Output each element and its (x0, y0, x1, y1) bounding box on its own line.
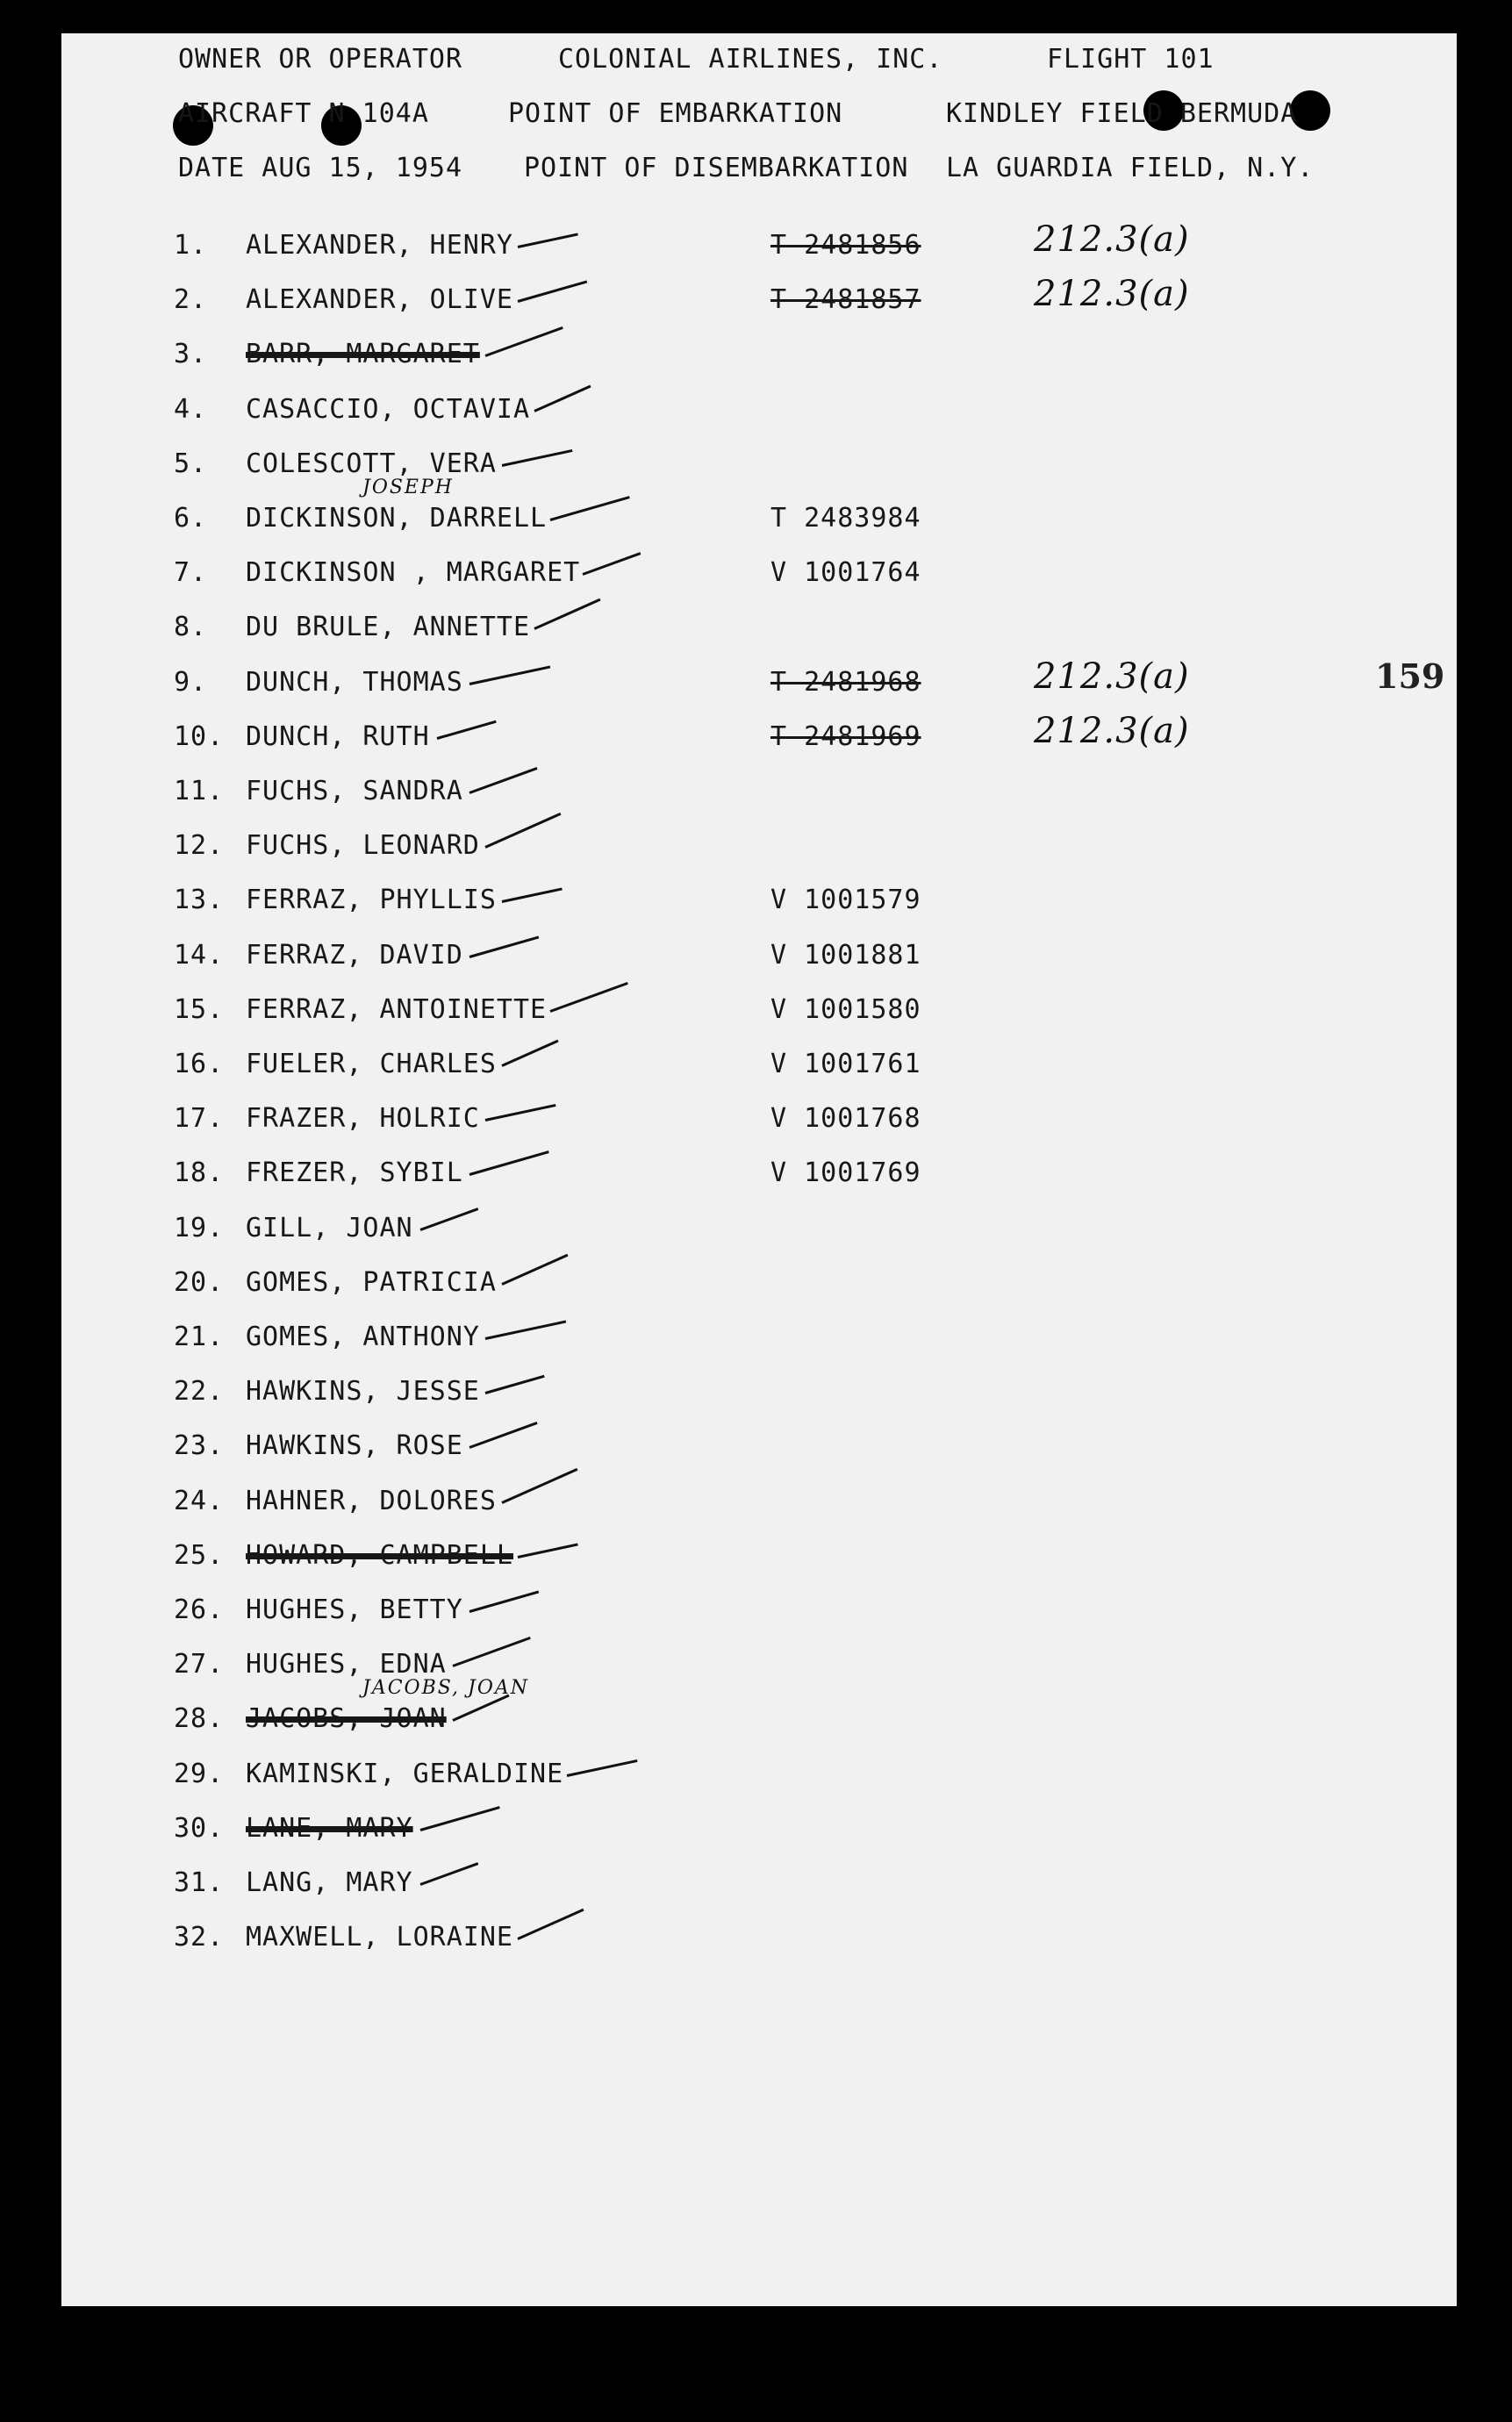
passenger-name: FERRAZ, PHYLLIS (246, 885, 497, 916)
passenger-name: GOMES, PATRICIA (246, 1266, 497, 1298)
row-number: 14. (174, 939, 225, 971)
row-number: 26. (174, 1594, 225, 1625)
visa-number: V 1001764 (770, 557, 921, 589)
check-mark (469, 1590, 539, 1612)
page-number: 159 (1375, 656, 1445, 696)
visa-number: T 2481857 (770, 284, 921, 316)
disembarkation-place: LA GUARDIA FIELD, N.Y. (946, 153, 1315, 183)
passenger-name: GILL, JOAN (246, 1212, 413, 1243)
visa-number: V 1001579 (770, 885, 921, 916)
row-number: 15. (174, 993, 225, 1025)
check-mark (501, 449, 572, 467)
row-number: 4. (174, 393, 208, 425)
check-mark (469, 935, 539, 957)
check-mark (485, 1104, 556, 1121)
passenger-name: FREZER, SYBIL (246, 1157, 463, 1189)
row-number: 11. (174, 776, 225, 806)
check-mark (501, 1467, 577, 1503)
visa-number: V 1001881 (770, 939, 921, 971)
manifest-sheet (61, 33, 1457, 2306)
row-number: 19. (174, 1212, 225, 1243)
check-mark (534, 598, 600, 630)
handwritten-correction: JACOBS, JOAN (362, 1677, 530, 1700)
visa-number: T 2481856 (770, 230, 921, 261)
passenger-name: DUNCH, THOMAS (246, 666, 463, 698)
row-number: 5. (174, 448, 208, 479)
passenger-name: CASACCIO, OCTAVIA (246, 393, 531, 425)
check-mark (501, 1254, 568, 1286)
row-number: 9. (174, 666, 208, 698)
passenger-name: HUGHES, EDNA (246, 1649, 447, 1680)
row-number: 18. (174, 1157, 225, 1189)
row-number: 7. (174, 557, 208, 589)
passenger-name: FUCHS, LEONARD (246, 830, 480, 862)
visa-number: T 2483984 (770, 503, 921, 534)
airline-name: COLONIAL AIRLINES, INC. (558, 44, 943, 75)
row-number: 31. (174, 1867, 225, 1898)
check-mark (501, 1040, 558, 1067)
check-mark (501, 888, 562, 903)
passenger-name: FERRAZ, ANTOINETTE (246, 993, 548, 1025)
passenger-name: HAWKINS, ROSE (246, 1430, 463, 1462)
row-number: 32. (174, 1922, 225, 1953)
row-number: 30. (174, 1812, 225, 1844)
check-mark (420, 1806, 500, 1831)
passenger-name: FRAZER, HOLRIC (246, 1103, 480, 1135)
check-mark (469, 767, 537, 794)
check-mark (436, 720, 496, 740)
row-number: 2. (174, 284, 208, 316)
check-mark (549, 982, 627, 1013)
passenger-name: HOWARD, CAMPBELL (246, 1539, 513, 1571)
row-number: 21. (174, 1322, 225, 1352)
embarkation-place: KINDLEY FIELD BERMUDA (946, 98, 1298, 129)
passenger-name: COLESCOTT, VERA (246, 448, 497, 479)
check-mark (518, 1543, 578, 1558)
passenger-name: LANE, MARY (246, 1812, 413, 1844)
disembarkation-label: POINT OF DISEMBARKATION (524, 153, 909, 183)
row-number: 27. (174, 1649, 225, 1680)
row-number: 25. (174, 1539, 225, 1571)
row-number: 22. (174, 1376, 225, 1408)
passenger-name: HUGHES, BETTY (246, 1594, 463, 1625)
check-mark (452, 1637, 530, 1667)
check-mark (484, 326, 563, 357)
handwritten-note: 212.3(a) (1034, 274, 1190, 315)
check-mark (517, 1909, 584, 1940)
passenger-name: JACOBS, JOAN (246, 1703, 447, 1735)
check-mark (419, 1207, 478, 1231)
aircraft-number: AIRCRAFT N 104A (178, 98, 429, 129)
embarkation-label: POINT OF EMBARKATION (508, 98, 843, 129)
handwritten-note: 212.3(a) (1034, 710, 1190, 751)
owner-label: OWNER OR OPERATOR (178, 44, 463, 75)
row-number: 17. (174, 1103, 225, 1135)
row-number: 1. (174, 230, 208, 261)
check-mark (485, 1320, 567, 1339)
passenger-name: LANG, MARY (246, 1867, 413, 1898)
passenger-name: HAHNER, DOLORES (246, 1485, 497, 1516)
visa-number: V 1001769 (770, 1157, 921, 1189)
check-mark (469, 1422, 537, 1449)
passenger-name: GOMES, ANTHONY (246, 1322, 480, 1352)
row-number: 16. (174, 1049, 225, 1079)
visa-number: V 1001580 (770, 993, 921, 1025)
visa-number: T 2481968 (770, 666, 921, 698)
check-mark (566, 1759, 637, 1777)
passenger-name: FUCHS, SANDRA (246, 776, 463, 806)
check-mark (518, 233, 578, 247)
visa-number: T 2481969 (770, 720, 921, 752)
check-mark (485, 1375, 545, 1394)
check-mark (419, 1862, 478, 1886)
passenger-name: FERRAZ, DAVID (246, 939, 463, 971)
passenger-name: MAXWELL, LORAINE (246, 1922, 513, 1953)
row-number: 12. (174, 830, 225, 862)
flight-number: FLIGHT 101 (1047, 44, 1215, 75)
handwritten-note: 212.3(a) (1034, 219, 1190, 260)
row-number: 23. (174, 1430, 225, 1462)
passenger-name: DICKINSON , MARGARET (246, 557, 581, 589)
row-number: 24. (174, 1485, 225, 1516)
row-number: 29. (174, 1758, 225, 1789)
handwritten-correction: JOSEPH (362, 477, 454, 498)
check-mark (484, 813, 561, 849)
passenger-name: DICKINSON, DARRELL (246, 503, 548, 534)
row-number: 13. (174, 885, 225, 916)
passenger-name: BARR, MARGARET (246, 339, 480, 370)
handwritten-note: 212.3(a) (1034, 656, 1190, 697)
row-number: 8. (174, 612, 208, 643)
check-mark (469, 1151, 548, 1177)
check-mark (534, 384, 591, 412)
row-number: 28. (174, 1703, 225, 1735)
passenger-name: ALEXANDER, HENRY (246, 230, 513, 261)
check-mark (550, 496, 630, 521)
passenger-name: HAWKINS, JESSE (246, 1376, 480, 1408)
row-number: 6. (174, 503, 208, 534)
passenger-name: DUNCH, RUTH (246, 720, 430, 752)
passenger-name: KAMINSKI, GERALDINE (246, 1758, 564, 1789)
row-number: 10. (174, 720, 225, 752)
check-mark (582, 552, 641, 576)
check-mark (518, 281, 588, 303)
check-mark (469, 665, 550, 684)
passenger-name: FUELER, CHARLES (246, 1049, 497, 1079)
visa-number: V 1001761 (770, 1049, 921, 1079)
visa-number: V 1001768 (770, 1103, 921, 1135)
flight-date: DATE AUG 15, 1954 (178, 153, 463, 183)
passenger-name: ALEXANDER, OLIVE (246, 284, 513, 316)
passenger-name: DU BRULE, ANNETTE (246, 612, 531, 643)
row-number: 20. (174, 1266, 225, 1298)
row-number: 3. (174, 339, 208, 370)
